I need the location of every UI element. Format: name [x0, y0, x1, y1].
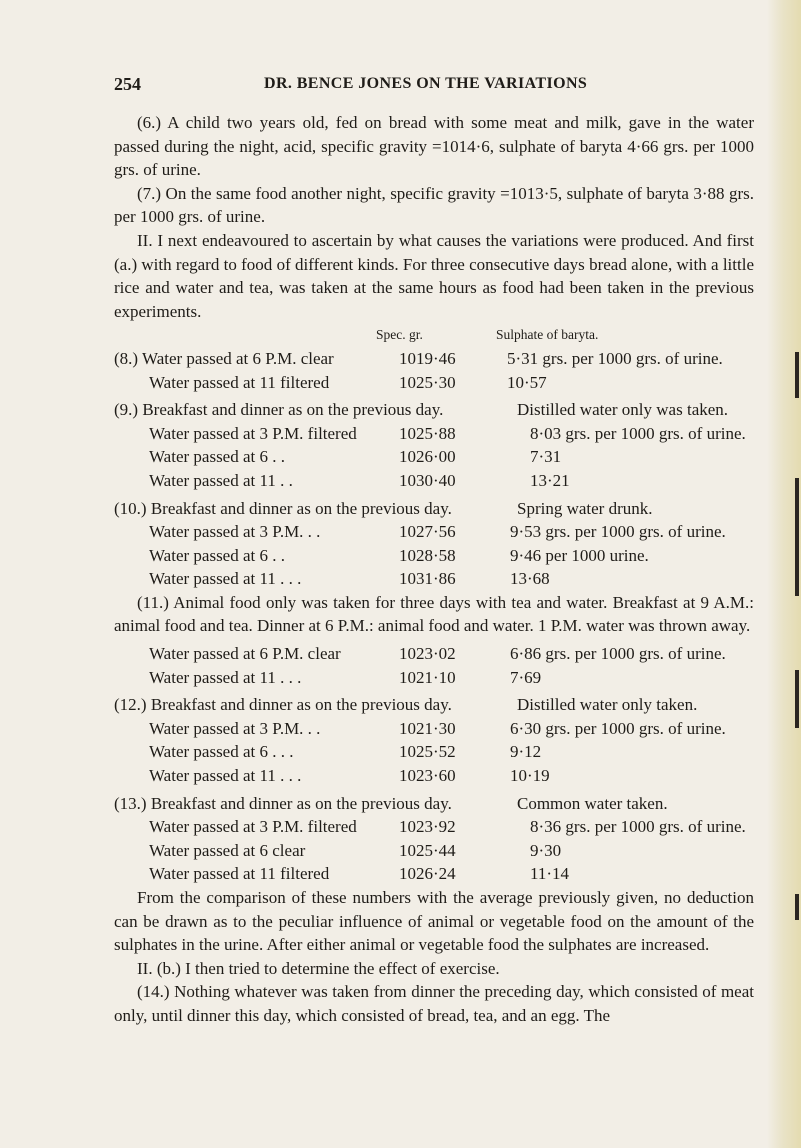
row-sulphate: 9·12: [510, 742, 542, 762]
row-spec-gr: 1031·86: [399, 569, 456, 589]
intro-text: (12.) Breakfast and dinner as on the previous day.: [114, 695, 452, 715]
intro-text: (13.) Breakfast and dinner as on the previous day.: [114, 793, 452, 813]
row-sulphate: 10·19: [510, 766, 550, 786]
row-label: Water passed at 3 P.M. filtered: [149, 817, 357, 837]
row-spec-gr: 1023·02: [399, 644, 456, 664]
row-label: Water passed at 11 . . .: [149, 569, 302, 589]
page-edge-shadow: [767, 0, 801, 1148]
intro-note: Distilled water only taken.: [517, 695, 698, 715]
table-row: [114, 666, 754, 690]
row-label: (8.) Water passed at 6 P.M. clear: [114, 348, 334, 368]
experiment-intro: [114, 792, 754, 816]
spec-gr-heading: Spec. gr.: [376, 327, 423, 343]
paragraph-11: (11.) Animal food only was taken for three days with tea and water. Breakfast at 9 A.M.: animal food and tea. Dinner at 6 P.M.: animal food and water. 1 P.M. water was thrown away.: [114, 592, 754, 636]
experiment-intro: [114, 398, 754, 422]
table-row: [114, 347, 754, 371]
page-header: [114, 74, 754, 100]
row-spec-gr: 1026·24: [399, 864, 456, 884]
paragraph-IIb: II. (b.) I then tried to determine the effect of exercise.: [137, 958, 500, 978]
row-label: Water passed at 11 . .: [149, 470, 293, 490]
row-sulphate: 9·53 grs. per 1000 grs. of urine.: [510, 522, 726, 542]
table-row: [114, 815, 754, 839]
edge-mark: [795, 352, 799, 398]
row-sulphate: 13·68: [510, 569, 550, 589]
edge-mark: [795, 894, 799, 920]
edge-mark: [795, 478, 799, 596]
row-label: Water passed at 11 filtered: [149, 864, 330, 884]
paragraph-6: (6.) A child two years old, fed on bread with some meat and milk, gave in the water passed during the night, acid, specific gravity =1014·6, sulphate of baryta 4·66 grs. per 1000 grs. of urine.: [114, 113, 754, 180]
page-number: 254: [114, 74, 141, 94]
experiment-11-table: [114, 642, 754, 689]
paragraph-14: (14.) Nothing whatever was taken from dinner the preceding day, which consisted of meat only, until dinner this day, which consisted of bread, tea, and an egg. The: [114, 982, 754, 1025]
intro-note: Common water taken.: [517, 793, 668, 813]
row-sulphate: 9·30: [530, 840, 562, 860]
experiment-intro: [114, 693, 754, 717]
intro-text: (9.) Breakfast and dinner as on the previous day.: [114, 400, 444, 420]
row-label: Water passed at 11 filtered: [149, 372, 330, 392]
row-label: Water passed at 11 . . .: [149, 766, 302, 786]
row-spec-gr: 1025·88: [399, 423, 456, 443]
row-sulphate: 7·69: [510, 667, 542, 687]
table-row: [114, 469, 754, 493]
row-spec-gr: 1025·30: [399, 372, 456, 392]
intro-note: Distilled water only was taken.: [517, 400, 729, 420]
running-head: DR. BENCE JONES ON THE VARIATIONS: [264, 75, 588, 92]
table-row: [114, 740, 754, 764]
table-row: [114, 764, 754, 788]
table-row: [114, 371, 754, 395]
table-row: [114, 422, 754, 446]
paragraph-comparison: From the comparison of these numbers with the average previously given, no deduction can be drawn as to the peculiar influence of animal or vegetable food on the amount of the sulphates in the urine. After either animal or vegetable food the sulphates are increased.: [114, 888, 754, 955]
table-row: [114, 544, 754, 568]
row-spec-gr: 1030·40: [399, 470, 456, 490]
experiment-8-table: [114, 347, 754, 394]
row-label: Water passed at 6 clear: [149, 840, 306, 860]
row-label: Water passed at 6 . .: [149, 545, 285, 565]
row-sulphate: 7·31: [530, 447, 562, 467]
row-label: Water passed at 3 P.M. filtered: [149, 423, 357, 443]
experiment-10-table: [114, 497, 754, 591]
row-spec-gr: 1027·56: [399, 522, 456, 542]
table-row: [114, 839, 754, 863]
row-label: Water passed at 6 P.M. clear: [149, 644, 341, 664]
page-body: [114, 111, 754, 1028]
row-sulphate: 11·14: [530, 864, 570, 884]
column-headings: [114, 323, 754, 347]
table-row: [114, 862, 754, 886]
row-label: Water passed at 11 . . .: [149, 667, 302, 687]
paragraph-7: (7.) On the same food another night, specific gravity =1013·5, sulphate of baryta 3·88 grs. per 1000 grs. of urine.: [114, 183, 754, 227]
row-label: Water passed at 6 . .: [149, 447, 285, 467]
experiment-13-table: [114, 792, 754, 886]
table-row: [114, 717, 754, 741]
row-sulphate: 9·46 per 1000 urine.: [510, 545, 649, 565]
row-spec-gr: 1023·60: [399, 766, 456, 786]
edge-mark: [795, 670, 799, 728]
row-spec-gr: 1023·92: [399, 817, 456, 837]
row-label: Water passed at 3 P.M. . .: [149, 718, 321, 738]
row-sulphate: 6·86 grs. per 1000 grs. of urine.: [510, 644, 726, 664]
intro-text: (10.) Breakfast and dinner as on the previous day.: [114, 498, 452, 518]
row-spec-gr: 1021·10: [399, 667, 456, 687]
row-spec-gr: 1025·44: [399, 840, 456, 860]
row-sulphate: 6·30 grs. per 1000 grs. of urine.: [510, 718, 726, 738]
table-row: [114, 642, 754, 666]
row-spec-gr: 1019·46: [399, 348, 456, 368]
row-spec-gr: 1026·00: [399, 447, 456, 467]
row-sulphate: 8·36 grs. per 1000 grs. of urine.: [530, 817, 746, 837]
row-spec-gr: 1028·58: [399, 545, 456, 565]
row-spec-gr: 1025·52: [399, 742, 456, 762]
table-row: [114, 520, 754, 544]
row-label: Water passed at 3 P.M. . .: [149, 522, 321, 542]
row-sulphate: 13·21: [530, 470, 570, 490]
paragraph-II: II. I next endeavoured to ascertain by what causes the variations were produced. And first (a.) with regard to food of different kinds. For three consecutive days bread alone, with a little rice and water and tea, was taken at the same hours as food had been taken in the previous experiments.: [114, 230, 754, 321]
intro-note: Spring water drunk.: [517, 498, 653, 518]
experiment-intro: [114, 497, 754, 521]
sulphate-heading: Sulphate of baryta.: [496, 327, 599, 343]
table-row: [114, 567, 754, 591]
row-sulphate: 10·57: [507, 372, 547, 392]
row-spec-gr: 1021·30: [399, 718, 456, 738]
row-label: Water passed at 6 . . .: [149, 742, 294, 762]
row-sulphate: 8·03 grs. per 1000 grs. of urine.: [530, 423, 746, 443]
experiment-12-table: [114, 693, 754, 787]
experiment-9-table: [114, 398, 754, 492]
table-row: [114, 445, 754, 469]
row-sulphate: 5·31 grs. per 1000 grs. of urine.: [507, 348, 723, 368]
